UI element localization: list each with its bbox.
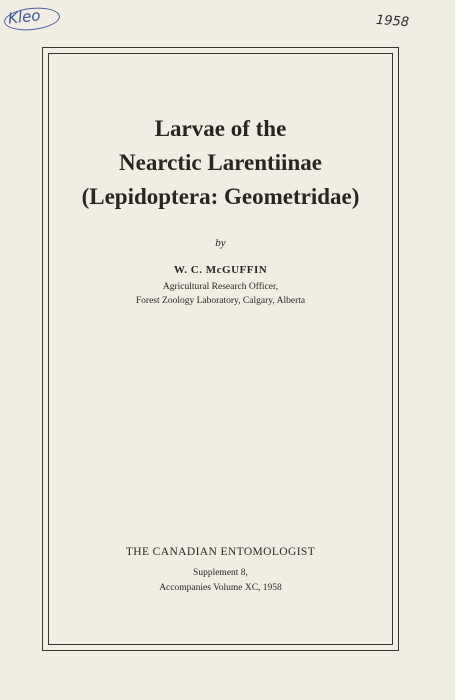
handwritten-corner-ref: Kleo	[7, 6, 42, 28]
title-line-1: Larvae of the	[154, 116, 287, 141]
document-title	[48, 112, 393, 214]
by-label: by	[215, 237, 226, 249]
title-line-2: Nearctic Larentiinae	[119, 150, 322, 175]
author-name: W. C. McGUFFIN	[173, 264, 268, 276]
supplement-number: Supplement 8,	[193, 568, 248, 578]
author-institution: Forest Zoology Laboratory, Calgary, Alberta	[135, 296, 306, 306]
supplement-info	[48, 566, 393, 596]
title-line-3: (Lepidoptera: Geometridae)	[81, 184, 360, 209]
volume-note: Accompanies Volume XC, 1958	[159, 583, 282, 593]
handwritten-year-note: 1958	[375, 12, 410, 31]
author-affiliation	[48, 280, 393, 308]
author-position: Agricultural Research Officer,	[162, 282, 279, 292]
journal-name: THE CANADIAN ENTOMOLOGIST	[125, 546, 316, 558]
